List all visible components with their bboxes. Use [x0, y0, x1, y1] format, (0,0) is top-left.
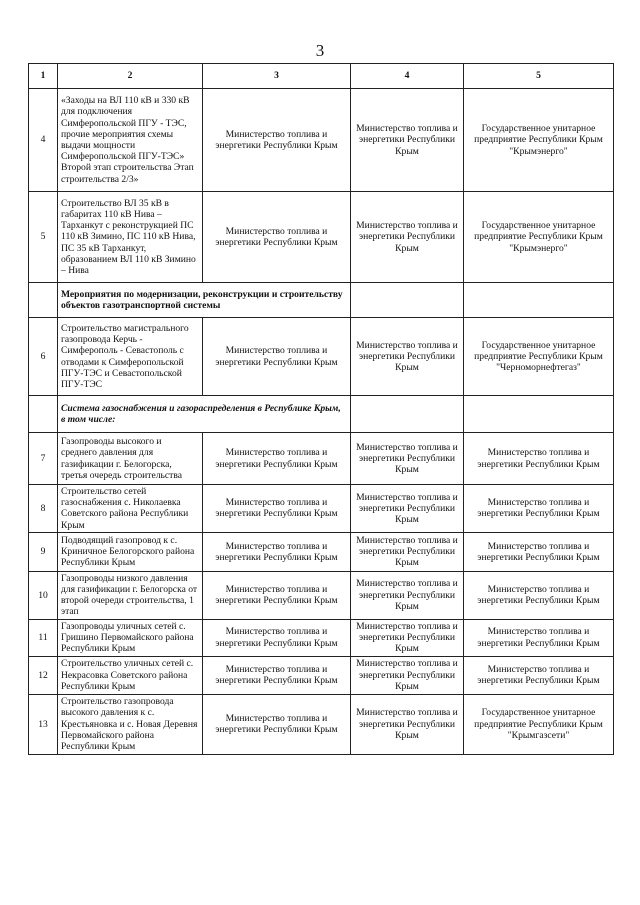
co-executor: Министерство топлива и энергетики Республики Крым — [351, 694, 464, 754]
measure-description: «Заходы на ВЛ 110 кВ и 330 кВ для подключения Симферопольской ПГУ - ТЭС, прочие мероприятия схемы выдачи мощности Симферопольской ПГУ-ТЭС» Второй этап строительства Этап строительства 2/3» — [58, 89, 203, 192]
measure-description: Газопроводы высокого и среднего давления для газификации г. Белогорска, третья очередь строительства — [58, 433, 203, 485]
row-number: 11 — [29, 619, 58, 656]
row-number: 9 — [29, 532, 58, 571]
page-number: 3 — [315, 41, 325, 60]
column-header: 3 — [203, 64, 351, 89]
table-row — [29, 694, 614, 754]
implementing-organization: Министерство топлива и энергетики Республики Крым — [464, 619, 614, 656]
empty-cell — [351, 396, 464, 433]
measure-description: Строительство сетей газоснабжения с. Николаевка Советского района Республики Крым — [58, 485, 203, 533]
row-number: 6 — [29, 318, 58, 396]
co-executor: Министерство топлива и энергетики Республики Крым — [351, 89, 464, 192]
row-number: 13 — [29, 694, 58, 754]
column-header: 2 — [58, 64, 203, 89]
table-row — [29, 619, 614, 656]
implementing-organization: Государственное унитарное предприятие Республики Крым "Черноморнефтегаз" — [464, 318, 614, 396]
co-executor: Министерство топлива и энергетики Республики Крым — [351, 318, 464, 396]
measures-table — [28, 63, 614, 755]
row-number-cell — [29, 283, 58, 318]
co-executor: Министерство топлива и энергетики Республики Крым — [351, 192, 464, 283]
row-number-cell — [29, 396, 58, 433]
table-row — [29, 485, 614, 533]
measure-description: Строительство магистрального газопровода Керчь - Симферополь - Севастополь с отводами к Симферопольской ПГУ-ТЭС и Севастопольской ПГУ-ТЭС — [58, 318, 203, 396]
section-title: Система газоснабжения и газораспределения в Республике Крым, в том числе: — [58, 396, 351, 433]
implementing-organization: Министерство топлива и энергетики Республики Крым — [464, 656, 614, 694]
row-number: 10 — [29, 571, 58, 619]
row-number: 4 — [29, 89, 58, 192]
measure-description: Газопроводы низкого давления для газификации г. Белогорска от второй очереди строительства, 1 этап — [58, 571, 203, 619]
responsible-executor: Министерство топлива и энергетики Республики Крым — [203, 571, 351, 619]
row-number: 8 — [29, 485, 58, 533]
empty-cell — [351, 283, 464, 318]
responsible-executor: Министерство топлива и энергетики Республики Крым — [203, 433, 351, 485]
implementing-organization: Министерство топлива и энергетики Республики Крым — [464, 571, 614, 619]
measure-description: Газопроводы уличных сетей с. Гришино Первомайского района Республики Крым — [58, 619, 203, 656]
section-row — [29, 283, 614, 318]
implementing-organization: Государственное унитарное предприятие Республики Крым "Крымэнерго" — [464, 192, 614, 283]
row-number: 7 — [29, 433, 58, 485]
table-row — [29, 571, 614, 619]
measure-description: Строительство ВЛ 35 кВ в габаритах 110 кВ Нива – Тарханкут с реконструкцией ПС 110 кВ Зимино, ПС 110 кВ Нива, ПС 35 кВ Тарханкут, образованием ВЛ 110 кВ Зимино – Нива — [58, 192, 203, 283]
responsible-executor: Министерство топлива и энергетики Республики Крым — [203, 485, 351, 533]
empty-cell — [464, 283, 614, 318]
table-row — [29, 89, 614, 192]
implementing-organization: Министерство топлива и энергетики Республики Крым — [464, 433, 614, 485]
responsible-executor: Министерство топлива и энергетики Республики Крым — [203, 694, 351, 754]
implementing-organization: Государственное унитарное предприятие Республики Крым "Крымгазсети" — [464, 694, 614, 754]
section-title: Мероприятия по модернизации, реконструкции и строительству объектов газотранспортной системы — [58, 283, 351, 318]
responsible-executor: Министерство топлива и энергетики Республики Крым — [203, 89, 351, 192]
table-row — [29, 433, 614, 485]
table-row — [29, 192, 614, 283]
row-number: 5 — [29, 192, 58, 283]
responsible-executor: Министерство топлива и энергетики Республики Крым — [203, 656, 351, 694]
column-header: 5 — [464, 64, 614, 89]
responsible-executor: Министерство топлива и энергетики Республики Крым — [203, 619, 351, 656]
table-row — [29, 656, 614, 694]
table-row — [29, 318, 614, 396]
responsible-executor: Министерство топлива и энергетики Республики Крым — [203, 532, 351, 571]
co-executor: Министерство топлива и энергетики Республики Крым — [351, 656, 464, 694]
implementing-organization: Государственное унитарное предприятие Республики Крым "Крымэнерго" — [464, 89, 614, 192]
column-header: 1 — [29, 64, 58, 89]
row-number: 12 — [29, 656, 58, 694]
responsible-executor: Министерство топлива и энергетики Республики Крым — [203, 318, 351, 396]
empty-cell — [464, 396, 614, 433]
measure-description: Строительство газопровода высокого давления к с. Крестьяновка и с. Новая Деревня Первомайского района Республики Крым — [58, 694, 203, 754]
co-executor: Министерство топлива и энергетики Республики Крым — [351, 532, 464, 571]
implementing-organization: Министерство топлива и энергетики Республики Крым — [464, 532, 614, 571]
co-executor: Министерство топлива и энергетики Республики Крым — [351, 619, 464, 656]
responsible-executor: Министерство топлива и энергетики Республики Крым — [203, 192, 351, 283]
co-executor: Министерство топлива и энергетики Республики Крым — [351, 571, 464, 619]
co-executor: Министерство топлива и энергетики Республики Крым — [351, 485, 464, 533]
measure-description: Строительство уличных сетей с. Некрасовка Советского района Республики Крым — [58, 656, 203, 694]
section-row — [29, 396, 614, 433]
measure-description: Подводящий газопровод к с. Криничное Белогорского района Республики Крым — [58, 532, 203, 571]
co-executor: Министерство топлива и энергетики Республики Крым — [351, 433, 464, 485]
table-row — [29, 532, 614, 571]
column-header: 4 — [351, 64, 464, 89]
table-header-row — [29, 64, 614, 89]
implementing-organization: Министерство топлива и энергетики Республики Крым — [464, 485, 614, 533]
